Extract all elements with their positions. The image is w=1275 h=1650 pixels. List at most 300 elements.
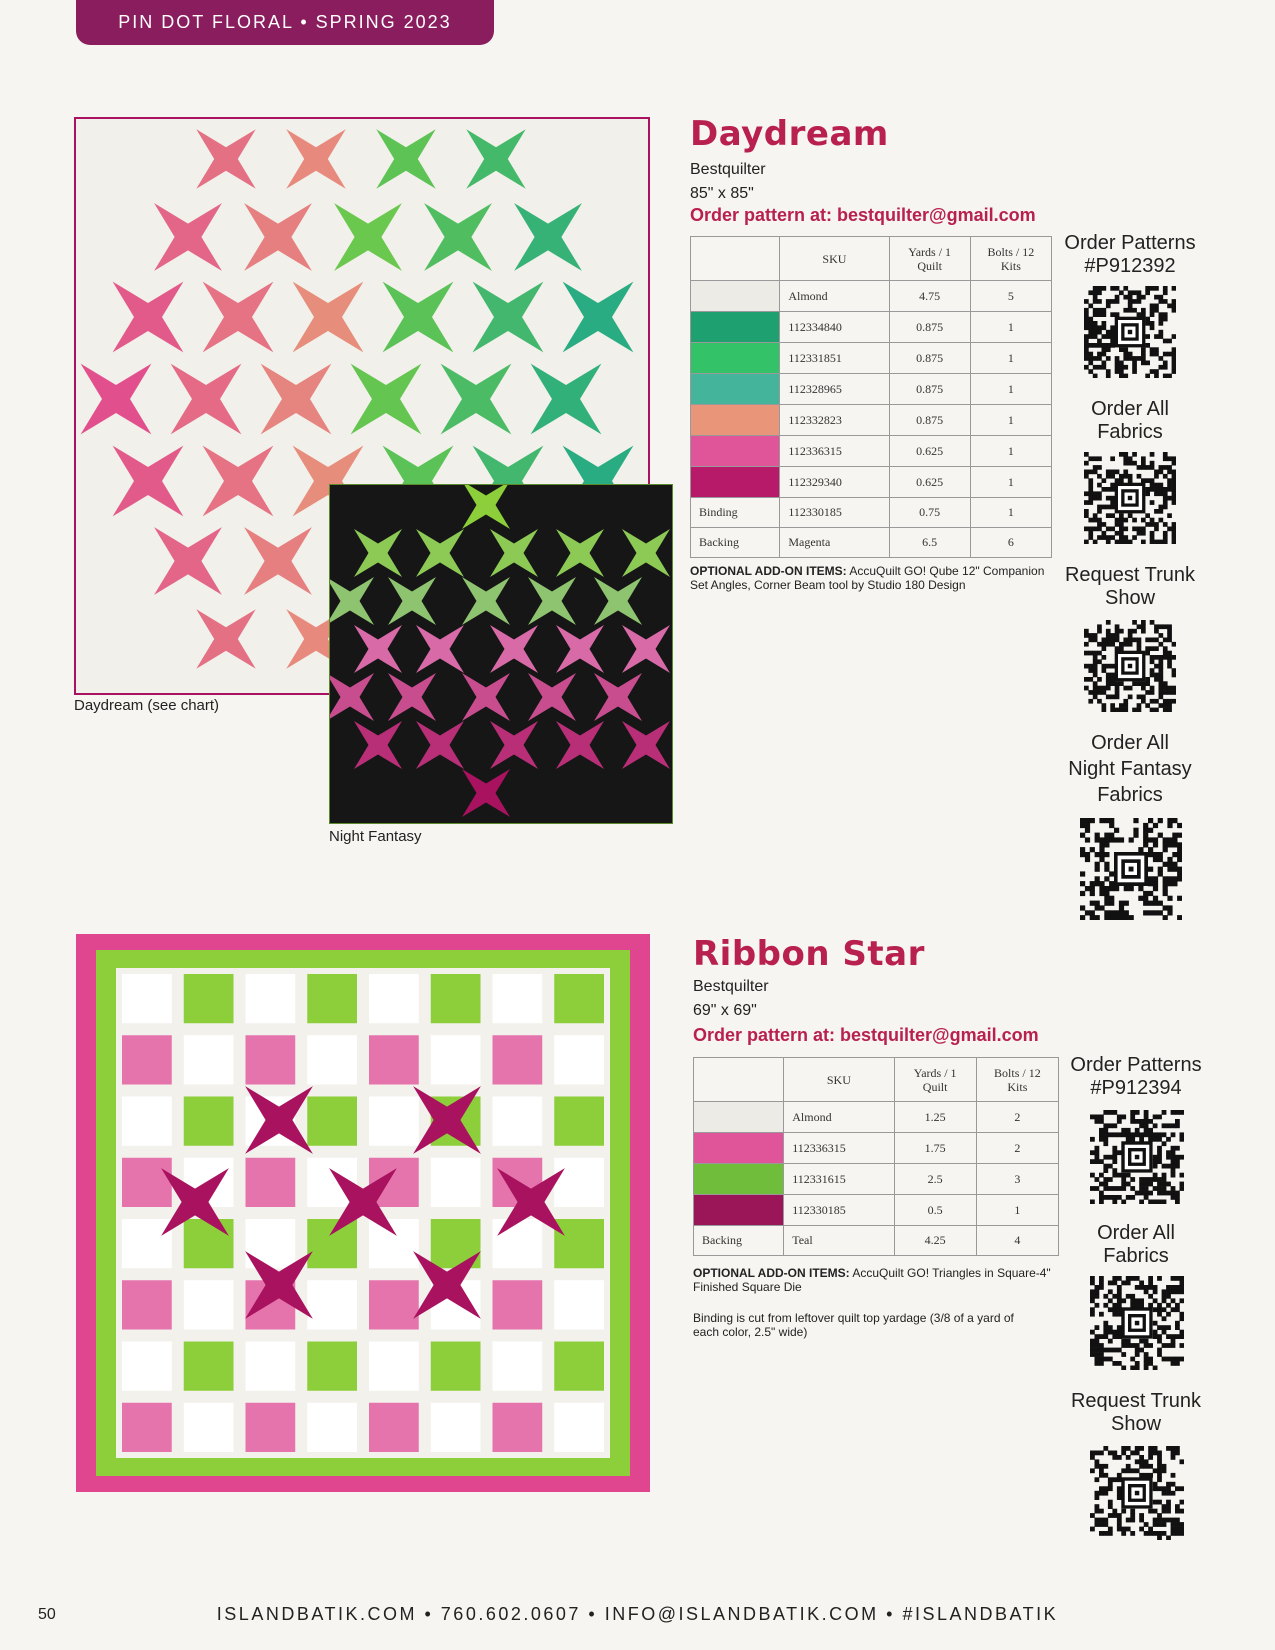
qr-module: [1180, 1357, 1185, 1362]
qr-module: [1141, 681, 1146, 686]
qr-module: [1139, 1446, 1144, 1451]
qr-module: [1154, 286, 1159, 291]
qr-module: [1106, 470, 1111, 475]
qr-module: [1103, 1110, 1108, 1115]
qr-module: [1145, 478, 1150, 483]
qr-module: [1171, 1191, 1176, 1196]
qr-module: [1145, 374, 1150, 378]
qr-module: [1128, 299, 1133, 304]
qr-module: [1095, 1334, 1100, 1339]
qr-code-icon[interactable]: [1080, 818, 1182, 920]
qr-module: [1166, 1191, 1171, 1196]
qr-module: [1167, 896, 1172, 901]
qr-module: [1090, 1455, 1095, 1460]
qr-code-icon[interactable]: [1090, 1110, 1184, 1204]
qr-module: [1097, 659, 1102, 664]
cell-sku: Almond: [784, 1102, 894, 1133]
qr-module: [1104, 837, 1109, 842]
qr-module: [1112, 1159, 1117, 1164]
qr-module: [1163, 535, 1168, 540]
qr-module: [1106, 513, 1111, 518]
qr-module: [1157, 1459, 1162, 1464]
qr-label-order-patterns: Order Patterns #P912392: [1064, 232, 1196, 277]
qr-module: [1108, 1531, 1113, 1536]
qr-module: [1167, 690, 1172, 695]
qr-module: [1153, 1451, 1158, 1456]
ribbon-star-fabric-table: [693, 1057, 1059, 1256]
qr-module: [1166, 1123, 1171, 1128]
page-number: 50: [38, 1606, 56, 1623]
qr-module: [1121, 1446, 1126, 1451]
qr-module: [1139, 1303, 1144, 1308]
qr-module: [1162, 1141, 1167, 1146]
qr-module: [1104, 833, 1109, 838]
qr-module: [1108, 1339, 1113, 1344]
quilt-star-block: [388, 577, 436, 625]
qr-module: [1121, 1531, 1126, 1536]
qr-module: [1102, 668, 1107, 673]
qr-module: [1088, 638, 1093, 643]
qr-module: [1117, 1495, 1122, 1500]
qr-module: [1130, 1195, 1135, 1200]
qr-module: [1109, 818, 1114, 823]
qr-module: [1099, 1509, 1104, 1514]
qr-module: [1103, 1348, 1108, 1353]
qr-module: [1175, 1119, 1180, 1124]
qr-module: [1088, 491, 1093, 496]
qr-module: [1108, 1195, 1113, 1200]
qr-module: [1145, 286, 1150, 291]
qr-module: [1159, 703, 1164, 708]
qr-module: [1095, 1464, 1100, 1469]
qr-module: [1132, 461, 1137, 466]
qr-module: [1128, 513, 1133, 518]
qr-module: [1130, 1518, 1135, 1523]
qr-module: [1102, 638, 1107, 643]
qr-module: [1132, 620, 1137, 625]
qr-module: [1154, 708, 1159, 712]
qr-module: [1167, 862, 1172, 867]
qr-module: [1137, 465, 1142, 470]
qr-module: [1099, 837, 1104, 842]
qr-module: [1084, 500, 1089, 505]
qr-module: [1171, 1455, 1176, 1460]
qr-module: [1095, 1285, 1100, 1290]
qr-module: [1163, 699, 1168, 704]
qr-module: [1115, 686, 1120, 691]
qr-module: [1106, 505, 1111, 510]
qr-module: [1084, 629, 1089, 634]
qr-module: [1167, 624, 1172, 629]
qr-module: [1103, 1137, 1108, 1142]
qr-code-icon[interactable]: [1090, 1276, 1184, 1370]
qr-module: [1128, 290, 1133, 295]
qr-module: [1135, 1446, 1140, 1451]
quilt-star-block: [416, 721, 464, 769]
qr-module: [1090, 1527, 1095, 1532]
qr-module: [1163, 465, 1168, 470]
qr-module: [1132, 365, 1137, 370]
qr-module: [1162, 1110, 1167, 1115]
qr-module: [1106, 304, 1111, 309]
qr-module: [1117, 1513, 1122, 1518]
cell-sku: 112331615: [784, 1164, 894, 1195]
cell-sku: 112334840: [780, 312, 889, 343]
qr-module: [1159, 642, 1164, 647]
qr-module: [1157, 1531, 1162, 1536]
qr-module: [1153, 1509, 1158, 1514]
qr-module: [1123, 456, 1128, 461]
qr-module: [1088, 369, 1093, 374]
quilt-star-block: [490, 721, 538, 769]
table-row: [691, 343, 1052, 374]
qr-module: [1088, 334, 1093, 339]
qr-module: [1145, 491, 1150, 496]
qr-module: [1095, 1357, 1100, 1362]
qr-module: [1167, 881, 1172, 886]
qr-module: [1132, 535, 1137, 540]
qr-module: [1163, 452, 1168, 457]
qr-module: [1112, 1195, 1117, 1200]
qr-module: [1128, 695, 1133, 700]
qr-module: [1148, 1182, 1153, 1187]
qr-module: [1088, 317, 1093, 322]
qr-module: [1117, 1150, 1122, 1155]
qr-module: [1110, 527, 1115, 532]
quilt-square: [122, 1342, 172, 1391]
fabric-swatch: [694, 1164, 784, 1195]
qr-module: [1167, 513, 1172, 518]
quilt-square: [184, 1403, 234, 1452]
qr-module: [1090, 1352, 1095, 1357]
qr-module: [1103, 1195, 1108, 1200]
qr-module: [1124, 910, 1129, 915]
qr-module: [1106, 474, 1111, 479]
qr-module: [1175, 1334, 1180, 1339]
qr-module: [1159, 505, 1164, 510]
qr-module: [1117, 1132, 1122, 1137]
qr-module: [1148, 837, 1153, 842]
cell-yards: 1.25: [894, 1102, 976, 1133]
qr-module: [1129, 915, 1134, 920]
qr-module: [1123, 518, 1128, 523]
table-header-sku: SKU: [780, 237, 889, 281]
qr-module: [1130, 1137, 1135, 1142]
qr-module: [1099, 1285, 1104, 1290]
qr-module: [1093, 527, 1098, 532]
quilt-square: [431, 1035, 481, 1084]
qr-module: [1166, 1137, 1171, 1142]
qr-module: [1095, 1115, 1100, 1120]
qr-module: [1150, 638, 1155, 643]
qr-module: [1102, 505, 1107, 510]
qr-module: [1108, 1123, 1113, 1128]
qr-module: [1123, 470, 1128, 475]
qr-module: [1115, 633, 1120, 638]
qr-module: [1167, 478, 1172, 483]
qr-module: [1150, 325, 1155, 330]
qr-module: [1093, 518, 1098, 523]
qr-code-icon[interactable]: [1084, 452, 1176, 544]
quilt-star-block: [388, 673, 436, 721]
qr-module: [1162, 1522, 1167, 1527]
cell-bolts: 2: [976, 1133, 1058, 1164]
qr-module: [1093, 491, 1098, 496]
qr-module: [1139, 1455, 1144, 1460]
qr-module: [1144, 1285, 1149, 1290]
qr-module: [1138, 896, 1143, 901]
qr-module: [1123, 540, 1128, 544]
qr-module: [1110, 664, 1115, 669]
qr-module: [1167, 638, 1172, 643]
qr-code-icon[interactable]: [1090, 1446, 1184, 1540]
qr-module: [1099, 1128, 1104, 1133]
qr-module: [1153, 837, 1158, 842]
qr-module: [1099, 1119, 1104, 1124]
qr-module: [1167, 655, 1172, 660]
qr-module: [1150, 620, 1155, 625]
qr-module: [1106, 629, 1111, 634]
qr-module: [1166, 1150, 1171, 1155]
ribbon-star-order-link[interactable]: Order pattern at: bestquilter@gmail.com: [693, 1025, 1039, 1045]
qr-module: [1084, 491, 1089, 496]
qr-module: [1108, 1330, 1113, 1335]
qr-module: [1163, 286, 1168, 291]
qr-module: [1126, 1464, 1131, 1469]
qr-module: [1163, 876, 1168, 881]
qr-module: [1139, 1285, 1144, 1290]
quilt-square: [493, 1035, 543, 1084]
qr-module: [1117, 1195, 1122, 1200]
qr-module: [1172, 686, 1176, 691]
fabric-swatch: [691, 312, 780, 343]
qr-module: [1103, 1132, 1108, 1137]
quilt-star-block: [416, 529, 464, 577]
qr-module: [1148, 1137, 1153, 1142]
qr-module: [1088, 535, 1093, 540]
qr-module: [1085, 857, 1090, 862]
qr-module: [1157, 1312, 1162, 1317]
qr-module: [1150, 531, 1155, 536]
qr-module: [1108, 1132, 1113, 1137]
qr-module: [1144, 1339, 1149, 1344]
qr-module: [1150, 352, 1155, 357]
qr-module: [1177, 842, 1182, 847]
qr-module: [1137, 290, 1142, 295]
qr-module: [1119, 347, 1124, 352]
qr-module: [1175, 1303, 1180, 1308]
qr-module: [1153, 1330, 1158, 1335]
qr-module: [1088, 651, 1093, 656]
qr-module: [1110, 513, 1115, 518]
qr-module: [1126, 1527, 1131, 1532]
quilt-star-block: [441, 364, 512, 435]
quilt-square: [307, 1097, 357, 1146]
qr-module: [1137, 681, 1142, 686]
qr-module: [1145, 638, 1150, 643]
table-header-swatch: [694, 1058, 784, 1102]
quilt-star-block: [171, 364, 242, 435]
qr-module: [1093, 668, 1098, 673]
qr-module: [1090, 1451, 1095, 1456]
qr-module: [1172, 535, 1176, 540]
qr-module: [1117, 1522, 1122, 1527]
qr-module: [1145, 343, 1150, 348]
qr-module: [1110, 330, 1115, 335]
qr-module: [1130, 1451, 1135, 1456]
qr-module: [1172, 487, 1176, 492]
quilt-star-block: [462, 485, 510, 529]
qr-module: [1175, 1361, 1180, 1366]
qr-module: [1103, 1446, 1108, 1451]
qr-module: [1084, 513, 1089, 518]
qr-module: [1115, 365, 1120, 370]
qr-module: [1153, 1522, 1158, 1527]
qr-module: [1090, 1173, 1095, 1178]
qr-module: [1180, 1527, 1185, 1532]
qr-module: [1126, 1128, 1131, 1133]
qr-module: [1159, 681, 1164, 686]
qr-module: [1102, 531, 1107, 536]
qr-module: [1180, 1173, 1185, 1178]
qr-module: [1167, 339, 1172, 344]
qr-module: [1166, 1164, 1171, 1169]
qr-module: [1108, 1513, 1113, 1518]
fabric-swatch: [694, 1195, 784, 1226]
qr-module: [1153, 852, 1158, 857]
qr-module: [1102, 655, 1107, 660]
qr-module: [1148, 1527, 1153, 1532]
qr-module: [1119, 535, 1124, 540]
qr-module: [1167, 483, 1172, 488]
quilt-square: [493, 1403, 543, 1452]
qr-module: [1099, 842, 1104, 847]
table-row: [694, 1226, 1059, 1256]
qr-module: [1171, 1289, 1176, 1294]
qr-module: [1132, 681, 1137, 686]
qr-module: [1090, 891, 1095, 896]
qr-module: [1177, 833, 1182, 838]
qr-module: [1144, 1110, 1149, 1115]
qr-module: [1167, 527, 1172, 532]
qr-module: [1099, 1348, 1104, 1353]
qr-module: [1130, 1343, 1135, 1348]
qr-module: [1167, 651, 1172, 656]
qr-module: [1115, 708, 1120, 712]
qr-module: [1154, 624, 1159, 629]
qr-module: [1175, 1191, 1180, 1196]
swatch-color: [694, 1133, 783, 1163]
qr-module: [1121, 1177, 1126, 1182]
qr-module: [1144, 1115, 1149, 1120]
qr-module: [1115, 629, 1120, 634]
qr-module: [1162, 1330, 1167, 1335]
qr-module: [1163, 505, 1168, 510]
qr-module: [1145, 321, 1150, 326]
qr-module: [1090, 1330, 1095, 1335]
qr-module: [1106, 638, 1111, 643]
qr-module: [1099, 1281, 1104, 1286]
qr-module: [1167, 633, 1172, 638]
qr-module: [1153, 901, 1158, 906]
qr-module: [1148, 1473, 1153, 1478]
ribbon-star-title: Ribbon Star: [693, 934, 925, 974]
qr-module: [1109, 915, 1114, 920]
qr-module: [1097, 343, 1102, 348]
quilt-star-block: [113, 446, 184, 517]
qr-module: [1115, 518, 1120, 523]
qr-module: [1088, 633, 1093, 638]
qr-module: [1123, 308, 1128, 313]
qr-module: [1172, 818, 1177, 823]
qr-module: [1110, 677, 1115, 682]
qr-module: [1175, 1164, 1180, 1169]
qr-module: [1121, 1298, 1126, 1303]
qr-module: [1128, 304, 1133, 309]
qr-module: [1103, 1294, 1108, 1299]
qr-module: [1172, 699, 1176, 704]
qr-module: [1157, 1513, 1162, 1518]
qr-module: [1080, 881, 1085, 886]
qr-module: [1150, 369, 1155, 374]
qr-module: [1141, 686, 1146, 691]
qr-module: [1171, 1518, 1176, 1523]
qr-module: [1171, 1110, 1176, 1115]
qr-module: [1102, 321, 1107, 326]
qr-module: [1104, 852, 1109, 857]
qr-module: [1119, 527, 1124, 532]
qr-module: [1172, 642, 1176, 647]
quilt-square: [184, 1035, 234, 1084]
qr-module: [1167, 465, 1172, 470]
quilt-star-block: [334, 203, 402, 271]
quilt-star-block: [293, 282, 364, 353]
qr-module: [1145, 522, 1150, 527]
daydream-order-link[interactable]: Order pattern at: bestquilter@gmail.com: [690, 205, 1036, 225]
qr-module: [1135, 1468, 1140, 1473]
qr-module: [1110, 673, 1115, 678]
qr-module: [1088, 496, 1093, 501]
quilt-star-block: [330, 577, 374, 625]
qr-module: [1117, 1334, 1122, 1339]
qr-module: [1110, 642, 1115, 647]
qr-code-icon[interactable]: [1084, 286, 1176, 378]
qr-module: [1088, 668, 1093, 673]
qr-module: [1163, 312, 1168, 317]
swatch-color: [691, 281, 779, 311]
qr-code-icon[interactable]: [1084, 620, 1176, 712]
qr-module: [1154, 374, 1159, 378]
qr-module: [1095, 837, 1100, 842]
qr-module: [1097, 308, 1102, 313]
qr-module: [1117, 1325, 1122, 1330]
qr-module: [1095, 867, 1100, 872]
qr-module: [1095, 1495, 1100, 1500]
qr-module: [1084, 325, 1089, 330]
addon-text: AccuQuilt GO! Qube 12" Companion Set Angles, Corner Beam tool by Studio 180 Design: [690, 564, 1045, 592]
qr-module: [1108, 1298, 1113, 1303]
qr-module: [1150, 304, 1155, 309]
qr-module: [1123, 708, 1128, 712]
qr-module: [1148, 1446, 1153, 1451]
quilt-square: [122, 974, 172, 1023]
quilt-square: [431, 1403, 481, 1452]
qr-module: [1109, 871, 1114, 876]
qr-module: [1093, 295, 1098, 300]
qr-module: [1093, 496, 1098, 501]
footer-contact: ISLANDBATIK.COM • 760.602.0607 • INFO@ISLANDBATIK.COM • #ISLANDBATIK: [216, 1604, 1059, 1624]
qr-module: [1153, 1307, 1158, 1312]
